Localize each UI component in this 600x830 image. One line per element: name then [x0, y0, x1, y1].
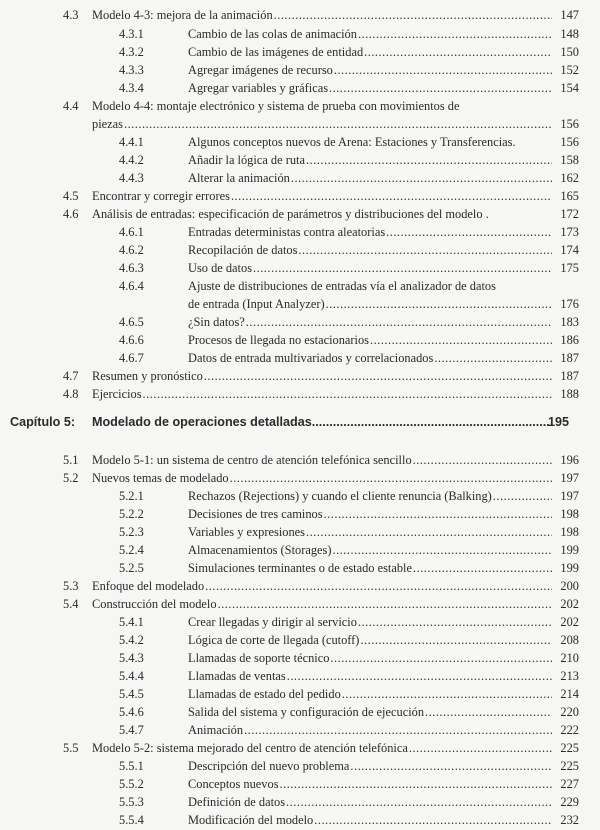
- toc-entry-subsection[interactable]: [0, 685, 600, 703]
- entry-number: 4.6.2: [119, 243, 144, 257]
- entry-number: 5.4.5: [119, 687, 144, 701]
- toc-entry-section[interactable]: [0, 205, 600, 223]
- entry-number: 5.5: [63, 741, 79, 755]
- entry-page-number: 197: [560, 471, 579, 485]
- dot-leader: [204, 367, 552, 385]
- toc-entry-subsection[interactable]: [0, 811, 600, 829]
- entry-page-number: 174: [560, 243, 579, 257]
- entry-title: Alterar la animación: [188, 171, 290, 185]
- entry-title-wrap: [92, 577, 552, 595]
- entry-title: Enfoque del modelado: [92, 579, 205, 593]
- entry-page-number: 188: [560, 387, 579, 401]
- entry-title: Recopilación de datos: [188, 243, 298, 257]
- entry-title-wrap: [188, 811, 552, 829]
- entry-title: Rechazos (Rejections) y cuando el cliente renuncia (Balking): [188, 489, 492, 503]
- dot-leader: [358, 613, 552, 631]
- entry-page-number: 202: [560, 615, 579, 629]
- entry-title-wrap: [92, 367, 552, 385]
- dot-leader: [314, 811, 552, 829]
- entry-title-wrap: [188, 133, 552, 151]
- toc-entry-subsection[interactable]: [0, 43, 600, 61]
- toc-entry-subsection[interactable]: [0, 133, 600, 151]
- entry-title-wrap: [188, 25, 552, 43]
- entry-number: 5.5.2: [119, 777, 144, 791]
- entry-title-wrap: [188, 775, 552, 793]
- toc-entry-subsection[interactable]: [0, 313, 600, 331]
- entry-number: 4.3.4: [119, 81, 144, 95]
- entry-number: 4.5: [63, 189, 79, 203]
- entry-number: 5.4: [63, 597, 79, 611]
- entry-title-wrap: [188, 721, 552, 739]
- entry-title-wrap: [188, 277, 552, 295]
- entry-title-wrap: [188, 631, 552, 649]
- toc-entry-section[interactable]: [0, 469, 600, 487]
- entry-title-wrap: [188, 241, 552, 259]
- entry-page-number: 186: [560, 333, 579, 347]
- toc-entry-subsection[interactable]: [0, 25, 600, 43]
- toc-entry-subsection[interactable]: [0, 259, 600, 277]
- entry-title: Uso de datos: [188, 261, 253, 275]
- dot-leader: [493, 487, 552, 505]
- entry-title-wrap: [92, 595, 552, 613]
- toc-entry-subsection[interactable]: [0, 61, 600, 79]
- entry-page-number: 220: [560, 705, 579, 719]
- entry-title-wrap: [92, 6, 552, 24]
- entry-number: 5.4.7: [119, 723, 144, 737]
- entry-number: 4.6.7: [119, 351, 144, 365]
- entry-page-number: 213: [560, 669, 579, 683]
- entry-title-wrap: [188, 43, 552, 61]
- dot-leader: [332, 541, 552, 559]
- entry-title-wrap: [188, 505, 552, 523]
- dot-leader: [360, 631, 552, 649]
- entry-number: 5.4.1: [119, 615, 144, 629]
- entry-title-wrap: [188, 349, 552, 367]
- entry-title: Agregar imágenes de recurso: [188, 63, 333, 77]
- entry-title-wrap: [188, 703, 552, 721]
- entry-page-number: 225: [560, 759, 579, 773]
- entry-title: Modelo 5-2: sistema mejorado del centro de atención telefónica: [92, 741, 408, 755]
- entry-number: 5.5.4: [119, 813, 144, 827]
- entry-page-number: 176: [560, 297, 579, 311]
- toc-entry-subsection[interactable]: [0, 613, 600, 631]
- toc-entry-subsection[interactable]: [0, 487, 600, 505]
- entry-page-number: 208: [560, 633, 579, 647]
- dot-leader: [246, 313, 552, 331]
- toc-entry-subsection[interactable]: [0, 295, 600, 313]
- entry-number: 4.3.2: [119, 45, 144, 59]
- entry-number: 5.5.3: [119, 795, 144, 809]
- dot-leader: [334, 61, 552, 79]
- chapter-label: Capítulo 5:: [10, 415, 76, 429]
- toc-entry-subsection[interactable]: [0, 241, 600, 259]
- entry-title-wrap: [92, 469, 552, 487]
- toc-entry-subsection[interactable]: [0, 277, 600, 295]
- entry-number: 5.2.5: [119, 561, 144, 575]
- toc-entry-subsection[interactable]: [0, 721, 600, 739]
- entry-number: 4.6: [63, 207, 79, 221]
- entry-number: 5.5.1: [119, 759, 144, 773]
- entry-title: Añadir la lógica de ruta: [188, 153, 305, 167]
- toc-entry-subsection[interactable]: [0, 79, 600, 97]
- entry-title-wrap: [188, 259, 552, 277]
- entry-title: Cambio de las colas de animación: [188, 27, 357, 41]
- dot-leader: [386, 223, 552, 241]
- entry-title: Cambio de las imágenes de entidad: [188, 45, 364, 59]
- dot-leader: [274, 6, 552, 24]
- entry-page-number: 152: [560, 63, 579, 77]
- entry-title-wrap: [92, 97, 552, 115]
- entry-title: Algunos conceptos nuevos de Arena: Estaciones y Transferencias.: [188, 135, 516, 149]
- entry-title: Llamadas de soporte técnico: [188, 651, 330, 665]
- entry-title-wrap: [92, 451, 552, 469]
- dot-leader: [413, 451, 552, 469]
- entry-title-wrap: [188, 757, 552, 775]
- entry-page-number: 162: [560, 171, 579, 185]
- dot-leader: [205, 577, 552, 595]
- entry-page-number: 165: [560, 189, 579, 203]
- entry-number: 4.4.2: [119, 153, 144, 167]
- entry-title-wrap: [188, 79, 552, 97]
- toc-entry-subsection[interactable]: [0, 331, 600, 349]
- entry-page-number: 225: [560, 741, 579, 755]
- toc-entry-subsection[interactable]: [0, 523, 600, 541]
- entry-title: Nuevos temas de modelado: [92, 471, 229, 485]
- entry-page-number: 227: [560, 777, 579, 791]
- entry-page-number: 148: [560, 27, 579, 41]
- toc-entry-section[interactable]: [0, 451, 600, 469]
- entry-title-wrap: [92, 739, 552, 757]
- toc-entry-subsection[interactable]: [0, 169, 600, 187]
- entry-title-wrap: [188, 223, 552, 241]
- toc-entry-subsection[interactable]: [0, 631, 600, 649]
- entry-page-number: 229: [560, 795, 579, 809]
- toc-entry-section[interactable]: [0, 739, 600, 757]
- entry-page-number: 172: [560, 207, 579, 221]
- entry-number: 5.1: [63, 453, 79, 467]
- toc-entry-subsection[interactable]: [0, 757, 600, 775]
- entry-title: Resumen y pronóstico: [92, 369, 203, 383]
- entry-title-wrap: [92, 205, 552, 223]
- entry-number: 4.4.1: [119, 135, 144, 149]
- entry-title-wrap: [188, 295, 552, 313]
- entry-title: Agregar variables y gráficas: [188, 81, 329, 95]
- dot-leader: [330, 649, 552, 667]
- entry-title: Entradas deterministas contra aleatorias: [188, 225, 386, 239]
- entry-page-number: 175: [560, 261, 579, 275]
- entry-title: Ejercicios: [92, 387, 142, 401]
- toc-entry-subsection[interactable]: [0, 703, 600, 721]
- dot-leader: [324, 505, 552, 523]
- entry-title: Procesos de llegada no estacionarios: [188, 333, 369, 347]
- entry-title: Variables y expresiones: [188, 525, 305, 539]
- chapter-heading[interactable]: [10, 412, 580, 432]
- entry-page-number: 214: [560, 687, 579, 701]
- entry-title: Lógica de corte de llegada (cutoff): [188, 633, 360, 647]
- entry-title: Definición de datos: [188, 795, 286, 809]
- entry-number: 4.3: [63, 8, 79, 22]
- toc-entry-subsection[interactable]: [0, 349, 600, 367]
- entry-title-wrap: [188, 151, 552, 169]
- dot-leader: [286, 793, 552, 811]
- entry-number: 5.2.2: [119, 507, 144, 521]
- entry-page-number: 198: [560, 525, 579, 539]
- entry-page-number: 202: [560, 597, 579, 611]
- entry-page-number: 200: [560, 579, 579, 593]
- entry-number: 5.2.4: [119, 543, 144, 557]
- entry-title-wrap: [188, 667, 552, 685]
- toc-entry-section[interactable]: [0, 595, 600, 613]
- entry-title-wrap: [92, 385, 552, 403]
- entry-page-number: 199: [560, 561, 579, 575]
- entry-title: Crear llegadas y dirigir al servicio: [188, 615, 357, 629]
- entry-number: 4.6.1: [119, 225, 144, 239]
- dot-leader: [409, 739, 552, 757]
- entry-title: Ajuste de distribuciones de entradas vía el analizador de datos: [188, 279, 496, 293]
- dot-leader: [306, 151, 552, 169]
- entry-number: 4.7: [63, 369, 79, 383]
- entry-page-number: 154: [560, 81, 579, 95]
- toc-entry-section[interactable]: [0, 385, 600, 403]
- dot-leader: [280, 775, 552, 793]
- entry-number: 4.6.3: [119, 261, 144, 275]
- dot-leader: [143, 385, 552, 403]
- toc-entry-subsection[interactable]: [0, 151, 600, 169]
- entry-page-number: 158: [560, 153, 579, 167]
- toc-entry-section[interactable]: [0, 577, 600, 595]
- entry-title-wrap: [188, 523, 552, 541]
- entry-number: 5.2.1: [119, 489, 144, 503]
- entry-page-number: 199: [560, 543, 579, 557]
- entry-title: de entrada (Input Analyzer): [188, 297, 325, 311]
- entry-title: ¿Sin datos?: [188, 315, 245, 329]
- entry-number: 4.4: [63, 99, 79, 113]
- dot-leader: [291, 169, 552, 187]
- entry-title: Encontrar y corregir errores: [92, 189, 230, 203]
- entry-title: Análisis de entradas: especificación de parámetros y distribuciones del modelo .: [92, 207, 489, 221]
- entry-page-number: 156: [560, 135, 579, 149]
- entry-title-wrap: [188, 613, 552, 631]
- toc-entry-section[interactable]: [0, 367, 600, 385]
- entry-page-number: 187: [560, 351, 579, 365]
- entry-page-number: 156: [560, 117, 579, 131]
- entry-title-wrap: [188, 541, 552, 559]
- entry-page-number: 210: [560, 651, 579, 665]
- entry-number: 4.8: [63, 387, 79, 401]
- entry-title: Modelo 4-4: montaje electrónico y sistema de prueba con movimientos de: [92, 99, 460, 113]
- entry-title: Salida del sistema y configuración de ejecución: [188, 705, 425, 719]
- entry-number: 4.6.5: [119, 315, 144, 329]
- toc-entry-section[interactable]: [0, 6, 600, 24]
- entry-title: Construcción del modelo: [92, 597, 217, 611]
- entry-title: piezas: [92, 117, 123, 131]
- entry-number: 5.4.6: [119, 705, 144, 719]
- entry-number: 5.3: [63, 579, 79, 593]
- toc-entry-subsection[interactable]: [0, 793, 600, 811]
- dot-leader: [413, 559, 552, 577]
- entry-title: Datos de entrada multivariados y correlacionados: [188, 351, 434, 365]
- entry-title-wrap: [188, 649, 552, 667]
- entry-title-wrap: [188, 487, 552, 505]
- entry-title-wrap: [188, 313, 552, 331]
- dot-leader: [312, 412, 550, 432]
- entry-number: 5.4.2: [119, 633, 144, 647]
- entry-title-wrap: [92, 187, 552, 205]
- entry-page-number: 232: [560, 813, 579, 827]
- chapter-title-wrap: [92, 412, 550, 432]
- entry-number: 4.3.3: [119, 63, 144, 77]
- entry-title: Modificación del modelo: [188, 813, 314, 827]
- entry-title: Descripción del nuevo problema: [188, 759, 350, 773]
- dot-leader: [358, 25, 552, 43]
- dot-leader: [218, 595, 552, 613]
- entry-number: 4.6.4: [119, 279, 144, 293]
- dot-leader: [244, 721, 552, 739]
- dot-leader: [124, 115, 552, 133]
- entry-title-wrap: [188, 61, 552, 79]
- entry-page-number: 187: [560, 369, 579, 383]
- dot-leader: [231, 187, 552, 205]
- dot-leader: [350, 757, 552, 775]
- dot-leader: [364, 43, 552, 61]
- chapter-title: Modelado de operaciones detalladas: [92, 415, 312, 429]
- entry-title: Modelo 5-1: un sistema de centro de atención telefónica sencillo: [92, 453, 412, 467]
- entry-number: 5.2.3: [119, 525, 144, 539]
- entry-title-wrap: [188, 685, 552, 703]
- entry-title-wrap: [92, 115, 552, 133]
- entry-title: Llamadas de ventas: [188, 669, 286, 683]
- entry-title-wrap: [188, 793, 552, 811]
- entry-page-number: 150: [560, 45, 579, 59]
- dot-leader: [342, 685, 552, 703]
- dot-leader: [230, 469, 552, 487]
- entry-title-wrap: [188, 331, 552, 349]
- entry-number: 5.4.3: [119, 651, 144, 665]
- entry-title: Modelo 4-3: mejora de la animación: [92, 8, 273, 22]
- entry-number: 5.2: [63, 471, 79, 485]
- toc-entry-subsection[interactable]: [0, 541, 600, 559]
- entry-page-number: 196: [560, 453, 579, 467]
- dot-leader: [253, 259, 552, 277]
- entry-number: 5.4.4: [119, 669, 144, 683]
- dot-leader: [298, 241, 552, 259]
- chapter-page-number: 195: [547, 415, 569, 429]
- toc-entry-subsection[interactable]: [0, 775, 600, 793]
- entry-page-number: 173: [560, 225, 579, 239]
- toc-entry-subsection[interactable]: [0, 505, 600, 523]
- toc-entry-subsection[interactable]: [0, 667, 600, 685]
- entry-title: Conceptos nuevos: [188, 777, 279, 791]
- toc-entry-subsection[interactable]: [0, 559, 600, 577]
- entry-title-wrap: [188, 559, 552, 577]
- entry-page-number: 147: [560, 8, 579, 22]
- dot-leader: [287, 667, 552, 685]
- dot-leader: [425, 703, 552, 721]
- dot-leader: [434, 349, 552, 367]
- entry-title: Animación: [188, 723, 244, 737]
- entry-number: 4.4.3: [119, 171, 144, 185]
- entry-page-number: 197: [560, 489, 579, 503]
- entry-number: 4.3.1: [119, 27, 144, 41]
- entry-page-number: 183: [560, 315, 579, 329]
- dot-leader: [306, 523, 552, 541]
- toc-entry-section[interactable]: [0, 187, 600, 205]
- entry-title: Simulaciones terminantes o de estado estable: [188, 561, 412, 575]
- dot-leader: [329, 79, 552, 97]
- toc-entry-subsection[interactable]: [0, 649, 600, 667]
- entry-page-number: 198: [560, 507, 579, 521]
- toc-entry-subsection[interactable]: [0, 223, 600, 241]
- dot-leader: [326, 295, 552, 313]
- dot-leader: [370, 331, 552, 349]
- entry-page-number: 222: [560, 723, 579, 737]
- entry-title: Almacenamientos (Storages): [188, 543, 332, 557]
- entry-title-wrap: [188, 169, 552, 187]
- toc-entry-section[interactable]: [0, 97, 600, 115]
- toc-entry-section[interactable]: [0, 115, 600, 133]
- entry-number: 4.6.6: [119, 333, 144, 347]
- entry-title: Llamadas de estado del pedido: [188, 687, 341, 701]
- entry-title: Decisiones de tres caminos: [188, 507, 323, 521]
